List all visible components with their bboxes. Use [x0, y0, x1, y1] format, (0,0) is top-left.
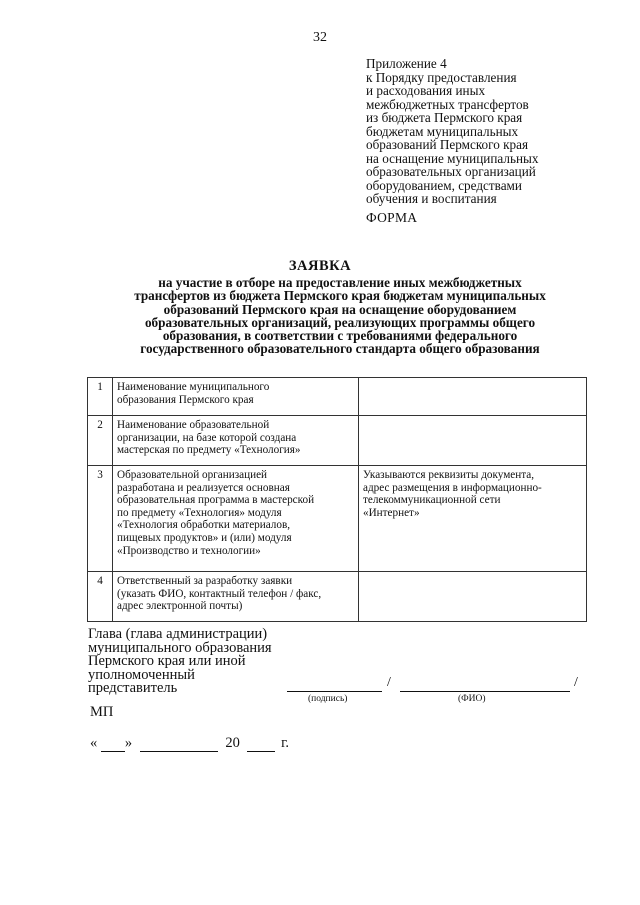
subtitle-line: образовательных организаций, реализующих программы общего — [144, 314, 536, 330]
row-value-hint-line: телекоммуникационной сети — [363, 494, 501, 507]
date-close-quote: » — [124, 735, 133, 751]
appendix-line: оборудованием, средствами — [366, 177, 522, 193]
separator-slash: / — [387, 675, 391, 690]
document-subtitle — [60, 276, 620, 356]
subtitle-line: образований Пермского края на оснащение оборудованием — [163, 301, 517, 317]
date-line — [90, 735, 289, 752]
row-label-line: разработана и реализуется основная — [117, 481, 290, 494]
row-label-line: Наименование образовательной — [117, 419, 270, 431]
row-label-line: образовательная программа в мастерской — [117, 494, 315, 507]
row-value-cell[interactable] — [359, 466, 587, 572]
appendix-header — [366, 57, 626, 206]
signature-caption: (подпись) — [308, 694, 348, 704]
subtitle-line: образования, в соответствии с требованиями федерального — [162, 328, 518, 344]
row-value-cell[interactable] — [359, 378, 587, 416]
row-label-line: по предмету «Технология» модуля — [117, 506, 282, 519]
subtitle-line: государственного образовательного стандарта общего образования — [140, 341, 540, 357]
month-blank[interactable] — [140, 738, 218, 752]
fio-blank[interactable] — [400, 690, 570, 692]
year-blank[interactable] — [247, 738, 275, 752]
row-value-hint-line: адрес размещения в информационно- — [363, 481, 542, 494]
appendix-line: на оснащение муниципальных — [366, 150, 539, 166]
signer-block — [88, 628, 272, 696]
table-row — [88, 572, 587, 622]
signer-line: Пермского края или иной — [88, 653, 246, 669]
row-label — [113, 416, 359, 466]
seal-label: МП — [90, 704, 114, 720]
day-blank[interactable] — [101, 738, 125, 752]
appendix-line: образовательных организаций — [366, 164, 536, 179]
row-label-line: Ответственный за разработку заявки — [117, 575, 293, 587]
date-open-quote: « — [90, 735, 98, 751]
row-label-line: адрес электронной почты) — [117, 600, 243, 613]
row-value-cell[interactable] — [359, 572, 587, 622]
subtitle-line: на участие в отборе на предоставление иных межбюджетных — [158, 275, 522, 290]
application-form-table — [87, 377, 587, 622]
row-label — [113, 572, 359, 622]
row-number: 4 — [88, 572, 113, 622]
appendix-line: к Порядку предоставления — [366, 69, 517, 85]
row-label-line: «Производство и технологии» — [117, 544, 261, 557]
row-value-hint-line: «Интернет» — [363, 506, 420, 519]
appendix-line: и расходования иных — [366, 83, 486, 98]
row-label-line: мастерская по предмету «Технология» — [117, 444, 301, 457]
year-prefix: 20 — [225, 735, 240, 751]
table-row — [88, 416, 587, 466]
page-number: 32 — [313, 30, 327, 45]
row-label — [113, 378, 359, 416]
table-row — [88, 378, 587, 416]
row-label-line: пищевых продуктов» и (или) модуля — [117, 531, 292, 544]
separator-slash: / — [574, 675, 578, 690]
appendix-line: обучения и воспитания — [366, 191, 497, 206]
year-suffix: г. — [281, 735, 290, 751]
signer-line: уполномоченный — [88, 666, 195, 683]
appendix-line: бюджетам муниципальных — [366, 123, 519, 139]
fio-caption: (ФИО) — [458, 694, 486, 704]
row-value-cell[interactable] — [359, 416, 587, 466]
table-row — [88, 466, 587, 572]
row-number: 2 — [88, 416, 113, 466]
row-label-line: Наименование муниципального — [117, 381, 270, 393]
document-title: ЗАЯВКА — [288, 258, 352, 274]
row-number: 1 — [88, 378, 113, 416]
row-number: 3 — [88, 466, 113, 572]
row-value-hint-line: Указываются реквизиты документа, — [363, 469, 535, 481]
appendix-line: из бюджета Пермского края — [366, 110, 523, 125]
signer-line: представитель — [88, 680, 178, 696]
form-label: ФОРМА — [366, 210, 418, 225]
row-label — [113, 466, 359, 572]
signer-line: Глава (глава администрации) — [88, 626, 268, 642]
subtitle-line: трансфертов из бюджета Пермского края бюджетам муниципальных — [134, 288, 546, 304]
signer-line: муниципального образования — [88, 639, 272, 656]
row-label-line: организации, на базе которой создана — [117, 431, 297, 444]
row-label-line: образования Пермского края — [117, 393, 254, 406]
signature-blank[interactable] — [287, 690, 382, 692]
appendix-line: образований Пермского края — [366, 137, 529, 152]
appendix-line: Приложение 4 — [366, 56, 447, 71]
row-label-line: «Технология обработки материалов, — [117, 519, 291, 532]
appendix-line: межбюджетных трансфертов — [366, 96, 529, 112]
row-label-line: (указать ФИО, контактный телефон / факс, — [117, 587, 322, 600]
row-label-line: Образовательной организацией — [117, 469, 268, 481]
